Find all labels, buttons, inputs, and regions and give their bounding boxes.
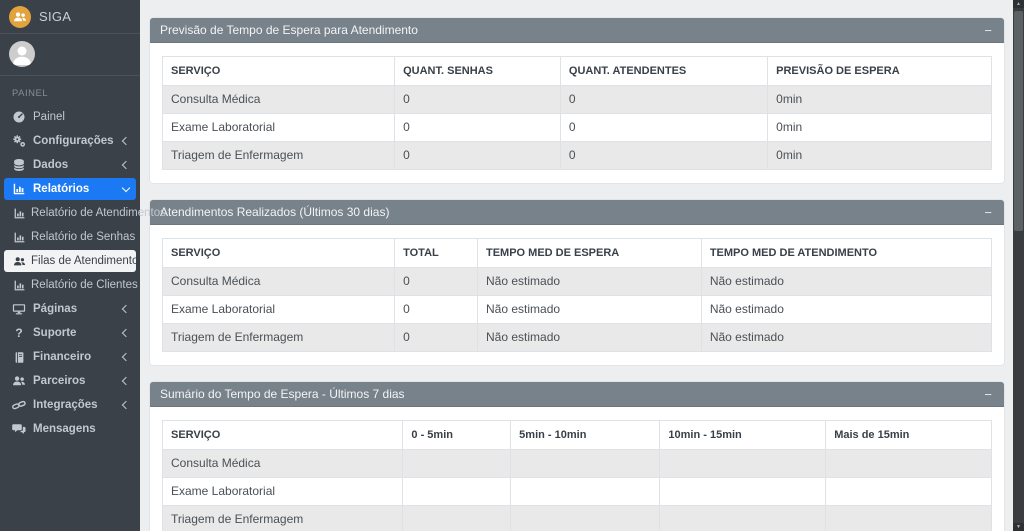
table-cell: 0 — [395, 268, 478, 296]
chevron-left-icon — [122, 329, 130, 337]
table-row — [163, 268, 992, 296]
service-cell: Consulta Médica — [163, 450, 403, 478]
table-cell — [511, 478, 660, 506]
sidebar-item-relatorio-de-senhas[interactable] — [4, 226, 136, 248]
sidebar-item-label: Relatório de Senhas — [31, 231, 136, 243]
panel-sumario-tempo-espera — [150, 382, 1004, 531]
column-header: TEMPO MED DE ATENDIMENTO — [701, 239, 991, 268]
panel-header — [150, 18, 1004, 43]
panel-title: Sumário do Tempo de Espera - Últimos 7 dias — [160, 387, 405, 401]
chart-bar-icon — [11, 181, 27, 197]
sidebar-item-label: Relatório de Atendimentos — [31, 207, 166, 219]
database-icon — [11, 157, 27, 173]
table-cell: Não estimado — [701, 324, 991, 352]
table-cell: Não estimado — [478, 268, 702, 296]
chart-bar-icon — [11, 205, 27, 221]
chevron-down-icon — [122, 183, 130, 191]
column-header: 5min - 10min — [511, 421, 660, 450]
table-cell: 0 — [395, 324, 478, 352]
collapse-button[interactable]: − — [984, 22, 992, 38]
column-header: Mais de 15min — [826, 421, 992, 450]
user-panel — [0, 34, 140, 76]
table-row — [163, 296, 992, 324]
table-cell: 0min — [768, 142, 992, 170]
table-cell: 0 — [395, 114, 561, 142]
sidebar-item-label: Relatório de Clientes — [31, 279, 138, 291]
chevron-left-icon — [122, 353, 130, 361]
sidebar-item-label: Parceiros — [33, 375, 86, 387]
sumario-tempo-espera-table — [162, 420, 992, 531]
sidebar-item-financeiro[interactable] — [4, 346, 136, 368]
app-name: SIGA — [39, 9, 72, 24]
chevron-left-icon — [122, 161, 130, 169]
table-cell: Não estimado — [478, 296, 702, 324]
sidebar-item-relatorio-de-atendimentos[interactable] — [4, 202, 166, 224]
table-cell: 0min — [768, 114, 992, 142]
table-cell — [403, 506, 511, 531]
panel-body — [150, 225, 1004, 365]
sidebar-item-label: Relatórios — [33, 183, 90, 195]
collapse-button[interactable]: − — [984, 386, 992, 402]
table-cell — [826, 478, 992, 506]
panel-header — [150, 382, 1004, 407]
column-header: QUANT. ATENDENTES — [560, 57, 767, 86]
sidebar — [0, 0, 166, 531]
column-header: PREVISÃO DE ESPERA — [768, 57, 992, 86]
sidebar-item-suporte[interactable] — [4, 322, 136, 344]
table-cell: 0 — [560, 142, 767, 170]
chevron-left-icon — [122, 137, 130, 145]
sidebar-item-label: Páginas — [33, 303, 78, 315]
column-header: 0 - 5min — [403, 421, 511, 450]
service-cell: Exame Laboratorial — [163, 114, 395, 142]
column-header: 10min - 15min — [660, 421, 826, 450]
sidebar-item-configuracoes[interactable] — [4, 130, 136, 152]
sidebar-item-label: Mensagens — [33, 423, 96, 435]
table-cell: 0 — [560, 114, 767, 142]
sidebar-item-dados[interactable] — [4, 154, 136, 176]
table-row — [163, 86, 992, 114]
table-row — [163, 450, 992, 478]
atendimentos-realizados-table — [162, 238, 992, 352]
table-cell — [511, 506, 660, 531]
panel-atendimentos-realizados — [150, 200, 1004, 365]
sidebar-item-filas-de-atendimento[interactable] — [4, 250, 139, 272]
book-icon — [11, 349, 27, 365]
table-cell — [511, 450, 660, 478]
column-header: TOTAL — [395, 239, 478, 268]
table-row — [163, 478, 992, 506]
service-cell: Exame Laboratorial — [163, 296, 395, 324]
sidebar-item-label: Dados — [33, 159, 69, 171]
service-cell: Triagem de Enfermagem — [163, 142, 395, 170]
table-row — [163, 506, 992, 531]
service-cell: Triagem de Enfermagem — [163, 506, 403, 531]
chevron-left-icon — [122, 401, 130, 409]
column-header: SERVIÇO — [163, 239, 395, 268]
column-header: QUANT. SENHAS — [395, 57, 561, 86]
table-cell — [826, 450, 992, 478]
chart-bar-icon — [11, 277, 27, 293]
table-cell: Não estimado — [701, 268, 991, 296]
table-row — [163, 142, 992, 170]
table-header-row — [163, 421, 992, 450]
scroll-up-arrow-icon[interactable]: ▲ — [1013, 0, 1024, 8]
users-icon — [11, 253, 27, 269]
vertical-scrollbar[interactable] — [1013, 0, 1024, 531]
sidebar-nav — [0, 102, 166, 444]
table-header-row — [163, 57, 992, 86]
users-icon — [11, 373, 27, 389]
table-row — [163, 114, 992, 142]
sidebar-item-relatorio-de-clientes[interactable] — [4, 274, 136, 296]
sidebar-item-paginas[interactable] — [4, 298, 136, 320]
chevron-left-icon — [122, 305, 130, 313]
panel-title: Previsão de Tempo de Espera para Atendimento — [160, 23, 418, 37]
desktop-icon — [11, 301, 27, 317]
table-cell: 0 — [395, 142, 561, 170]
chart-bar-icon — [11, 229, 27, 245]
gears-icon — [11, 133, 27, 149]
table-row — [163, 324, 992, 352]
service-cell: Consulta Médica — [163, 86, 395, 114]
app-logo-users-icon — [9, 6, 31, 28]
avatar[interactable] — [9, 41, 35, 67]
table-cell — [660, 478, 826, 506]
table-cell: 0min — [768, 86, 992, 114]
person-icon — [9, 41, 35, 67]
chevron-left-icon — [122, 377, 130, 385]
sidebar-item-label: Financeiro — [33, 351, 92, 363]
scrollbar-thumb[interactable] — [1014, 11, 1023, 231]
sidebar-item-label: Configurações — [33, 135, 114, 147]
table-cell: 0 — [560, 86, 767, 114]
sidebar-item-painel[interactable] — [4, 106, 136, 128]
table-cell: 0 — [395, 86, 561, 114]
service-cell: Exame Laboratorial — [163, 478, 403, 506]
table-cell — [403, 450, 511, 478]
sidebar-item-relatorios[interactable] — [4, 178, 136, 200]
table-cell: Não estimado — [478, 324, 702, 352]
question-icon: ? — [15, 326, 23, 340]
sidebar-item-parceiros[interactable] — [4, 370, 136, 392]
service-cell: Consulta Médica — [163, 268, 395, 296]
panel-title: Atendimentos Realizados (Últimos 30 dias) — [160, 205, 390, 219]
panel-header — [150, 200, 1004, 225]
table-cell: Não estimado — [701, 296, 991, 324]
panel-body — [150, 407, 1004, 531]
sidebar-item-mensagens[interactable] — [4, 418, 136, 440]
sidebar-item-label: Suporte — [33, 327, 77, 339]
main-content — [140, 0, 1013, 531]
column-header: TEMPO MED DE ESPERA — [478, 239, 702, 268]
table-cell — [826, 506, 992, 531]
tachometer-icon — [11, 109, 27, 125]
sidebar-item-integracoes[interactable] — [4, 394, 136, 416]
brand[interactable] — [0, 0, 140, 34]
table-header-row — [163, 239, 992, 268]
collapse-button[interactable]: − — [984, 204, 992, 220]
sidebar-section-label: PAINEL — [12, 88, 49, 99]
panel-body — [150, 43, 1004, 183]
sidebar-item-label: Filas de Atendimento — [31, 255, 139, 267]
table-cell — [660, 506, 826, 531]
table-cell — [660, 450, 826, 478]
column-header: SERVIÇO — [163, 421, 403, 450]
sidebar-item-label: Integrações — [33, 399, 98, 411]
scroll-down-arrow-icon[interactable]: ▼ — [1013, 523, 1024, 531]
table-cell — [403, 478, 511, 506]
comments-icon — [11, 421, 27, 437]
table-cell: 0 — [395, 296, 478, 324]
previsao-espera-table — [162, 56, 992, 170]
service-cell: Triagem de Enfermagem — [163, 324, 395, 352]
sidebar-item-label: Painel — [33, 111, 65, 123]
panel-previsao-espera — [150, 18, 1004, 183]
link-icon — [11, 397, 27, 413]
column-header: SERVIÇO — [163, 57, 395, 86]
